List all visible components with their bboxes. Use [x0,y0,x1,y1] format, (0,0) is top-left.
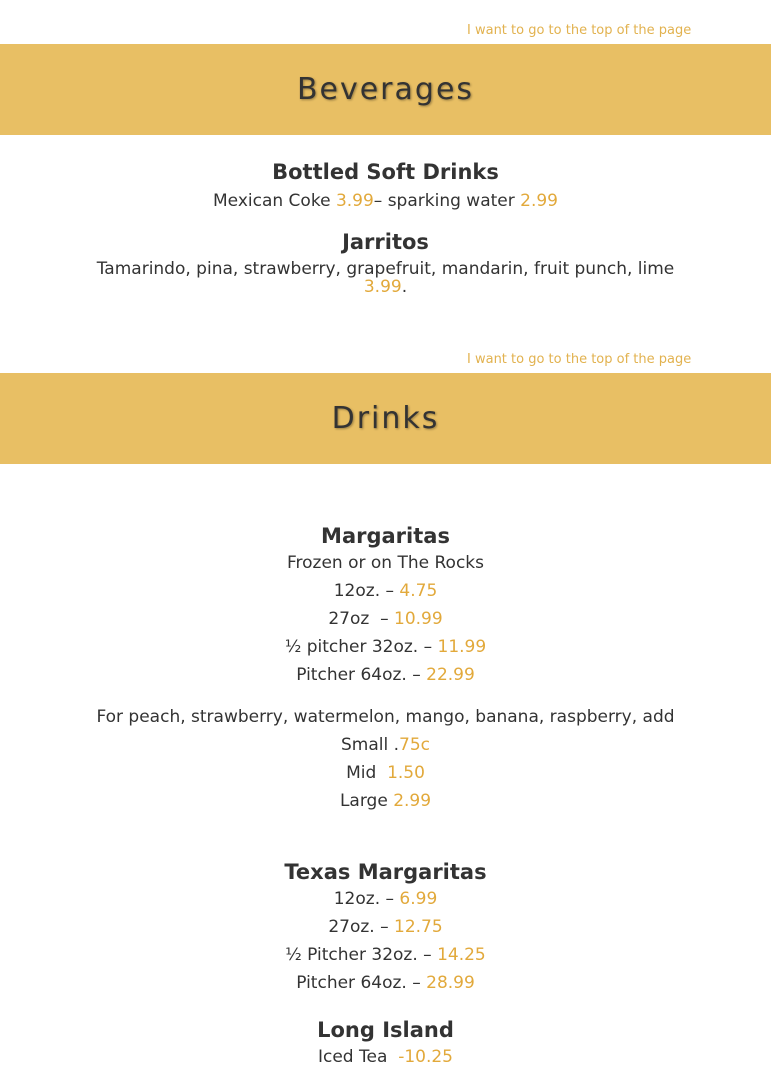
margarita-size-row [0,577,771,605]
addon-price: 2.99 [393,791,432,811]
back-to-top-link[interactable]: I want to go to the top of the page [467,352,692,367]
size-price: 28.99 [426,973,475,993]
jarritos-period: . [401,277,408,297]
water-price: 2.99 [520,191,558,211]
texas-margaritas-item [0,859,771,997]
addon-price: 75c [399,735,430,755]
jarritos-title: Jarritos [342,230,429,254]
bottled-soft-drinks-title: Bottled Soft Drinks [272,160,499,184]
size-label: ½ pitcher 32oz. – [284,637,438,657]
long-island-price: -10.25 [398,1047,453,1067]
texas-size-row [0,941,771,969]
size-label: 27oz. – [328,917,394,937]
addon-row [0,731,771,759]
drinks-section-header [0,373,771,464]
long-island-price-line [0,1043,771,1071]
long-island-item [0,1017,771,1071]
size-price: 14.25 [437,945,486,965]
drinks-title: Drinks [331,401,440,436]
texas-size-row [0,969,771,997]
beverages-section-header [0,44,771,135]
long-island-title: Long Island [317,1018,454,1042]
size-label: 12oz. – [333,581,400,601]
size-price: 6.99 [399,889,438,909]
texas-margaritas-title: Texas Margaritas [284,860,487,884]
size-label: Pitcher 64oz. – [296,973,427,993]
size-price: 10.99 [394,609,443,629]
coke-label: Mexican Coke [213,191,336,211]
margarita-addon-text: For peach, strawberry, watermelon, mango, banana, raspberry, add [96,707,675,727]
jarritos-price: 3.99 [363,277,402,297]
water-label: – sparking water [373,191,521,211]
beverages-title: Beverages [296,72,475,107]
coke-price: 3.99 [335,191,374,211]
addon-label: Small . [340,735,400,755]
size-price: 11.99 [437,637,487,657]
bottled-soft-drinks-item [0,159,771,215]
addon-row [0,787,771,815]
margarita-size-row [0,605,771,633]
size-price: 22.99 [426,665,475,685]
margaritas-item [0,523,771,815]
jarritos-price-line [0,278,771,296]
addon-row [0,759,771,787]
addon-price: 1.50 [387,763,425,783]
margarita-size-row [0,633,771,661]
size-price: 12.75 [394,917,443,937]
addon-label: Mid [346,763,388,783]
texas-size-row [0,885,771,913]
bottled-soft-drinks-prices [0,187,771,215]
size-price: 4.75 [399,581,438,601]
size-label: Pitcher 64oz. – [296,665,427,685]
margarita-size-row [0,661,771,689]
size-label: 27oz – [328,609,394,629]
long-island-label: Iced Tea [317,1047,399,1067]
size-label: 12oz. – [333,889,400,909]
margaritas-subtitle: Frozen or on The Rocks [286,553,484,573]
size-label: ½ Pitcher 32oz. – [285,945,438,965]
jarritos-item [0,229,771,296]
addon-label: Large [339,791,394,811]
jarritos-flavors: Tamarindo, pina, strawberry, grapefruit, mandarin, fruit punch, lime [96,259,675,279]
margaritas-title: Margaritas [321,524,450,548]
texas-size-row [0,913,771,941]
back-to-top-link[interactable]: I want to go to the top of the page [467,23,692,38]
